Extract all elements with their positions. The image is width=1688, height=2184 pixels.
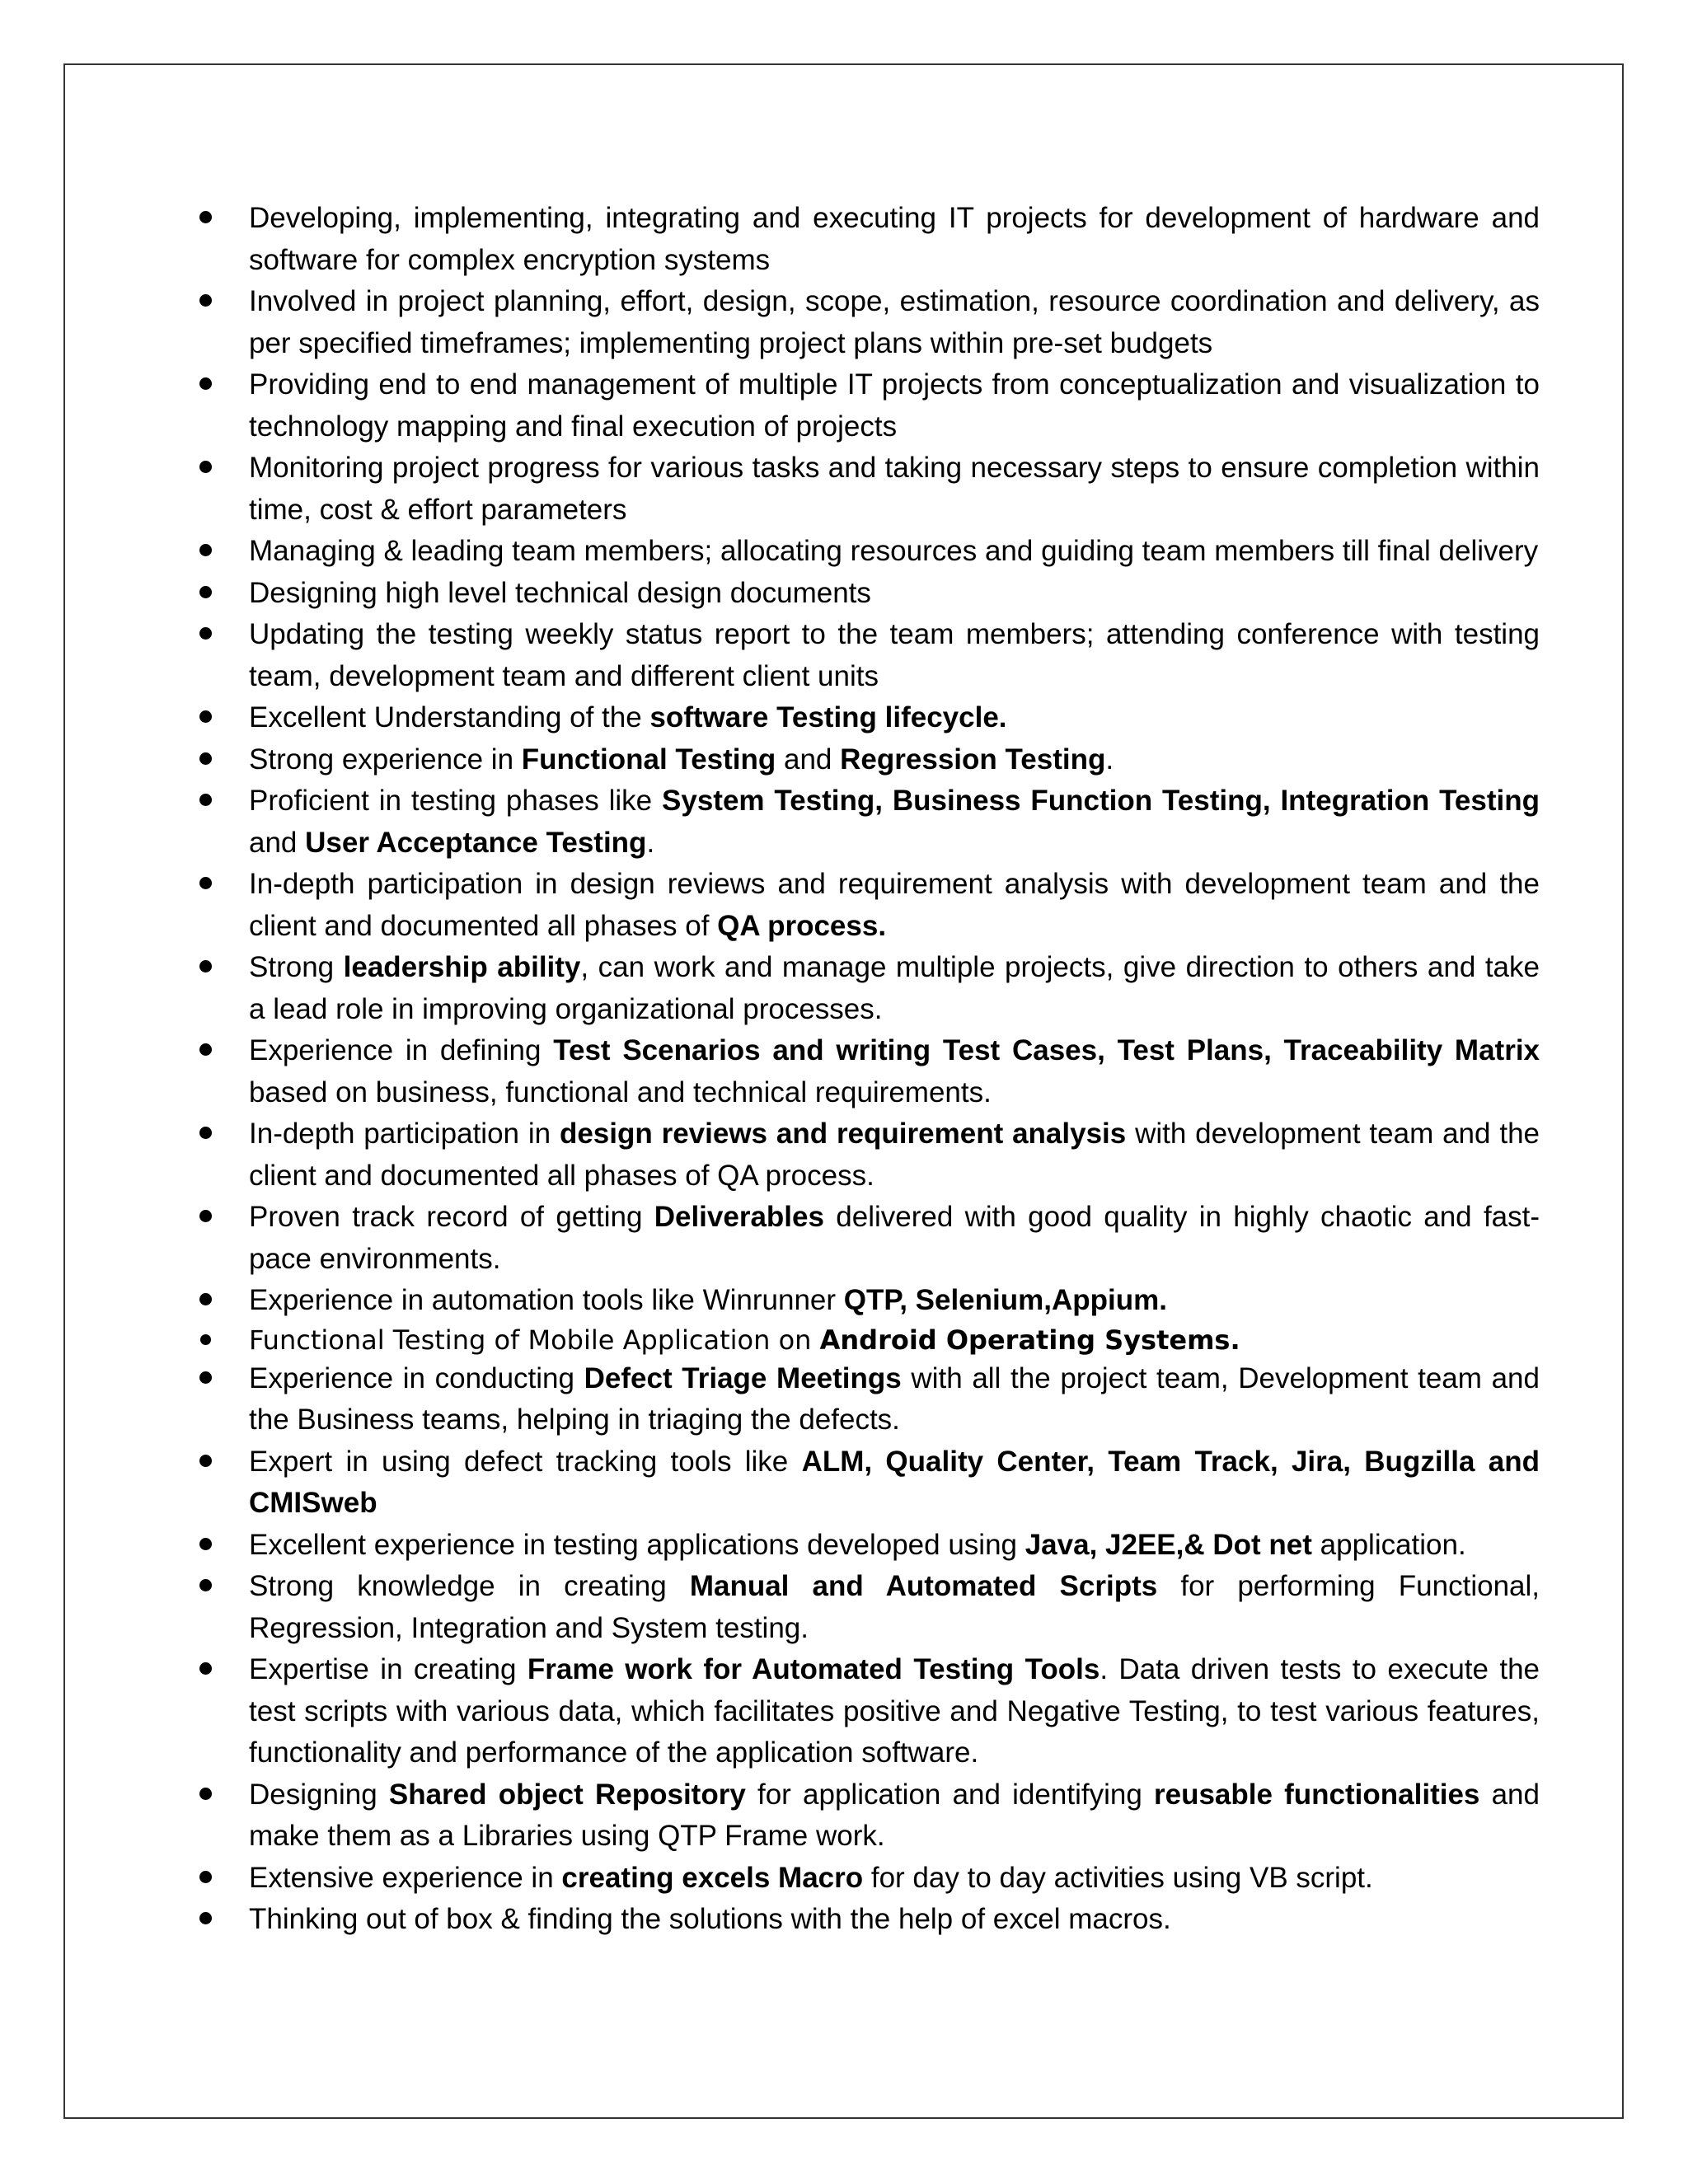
bullet-text: Expert in using defect tracking tools like (249, 1445, 802, 1478)
bullet-text: Strong experience in (249, 743, 522, 776)
bullet-dot-icon (199, 1455, 212, 1467)
bullet-text: . Data driven tests to execute the test scripts with various data, which facilitates positive and Negative Testing, to test various features, functionality and performance of the application software. (249, 1653, 1540, 1769)
bullet-item (198, 614, 1540, 697)
bold-text: ALM, Quality Center, Team Track, Jira, Bugzilla and CMISweb (249, 1445, 1540, 1519)
bullet-dot-icon (199, 294, 212, 307)
bullet-item (198, 1525, 1540, 1567)
bullet-text: Strong (249, 951, 344, 983)
bold-text: User Acceptance Testing (305, 826, 647, 859)
bullet-text: delivered with good quality in highly chaotic and fast-pace environments. (249, 1201, 1540, 1275)
bullet-item (198, 739, 1540, 781)
bullet-list (198, 198, 1540, 1941)
bullet-dot-icon (199, 1127, 212, 1139)
bullet-text: Excellent experience in testing applications developed using (249, 1528, 1025, 1561)
bullet-item (198, 947, 1540, 1030)
bullet-dot-icon (199, 1293, 212, 1305)
bullet-item (198, 1322, 1540, 1358)
bold-text: Regression Testing (840, 743, 1106, 776)
bullet-item (198, 1280, 1540, 1322)
bold-text: QTP, Selenium,Appium. (843, 1284, 1167, 1316)
bullet-text: Involved in project planning, effort, design, scope, estimation, resource coordination and delivery, as per specified timeframes; implementing project plans within pre-set budgets (249, 285, 1540, 359)
bullet-item (198, 531, 1540, 573)
bullet-text: Excellent Understanding of the (249, 701, 650, 733)
bullet-text: Proficient in testing phases like (249, 785, 663, 817)
bullet-item (198, 697, 1540, 739)
bullet-dot-icon (199, 794, 212, 806)
bullet-text: Extensive experience in (249, 1861, 562, 1894)
bullet-text: Strong knowledge in creating (249, 1570, 690, 1602)
bullet-item (198, 1858, 1540, 1900)
bullet-text: Managing & leading team members; allocating resources and guiding team members till final delivery (249, 535, 1539, 567)
bullet-item (198, 1774, 1540, 1858)
bullet-item (198, 198, 1540, 281)
bold-text: reusable functionalities (1153, 1778, 1480, 1811)
bullet-text: with all the project team, Development team and the Business teams, helping in triaging the defects. (249, 1361, 1540, 1436)
bullet-item (198, 573, 1540, 615)
bullet-dot-icon (199, 752, 212, 765)
bullet-text: Developing, implementing, integrating and executing IT projects for development of hardware and software for complex encryption systems (249, 202, 1540, 276)
bullet-dot-icon (199, 1538, 212, 1550)
bold-text: Defect Triage Meetings (584, 1361, 902, 1394)
bullet-item (198, 281, 1540, 364)
bold-text: QA process. (717, 909, 887, 942)
bold-text: software Testing lifecycle. (649, 701, 1007, 733)
bullet-dot-icon (199, 377, 212, 390)
bold-text: Android Operating Systems. (819, 1324, 1240, 1356)
bullet-dot-icon (199, 1662, 212, 1675)
bullet-item (198, 1113, 1540, 1197)
bullet-dot-icon (199, 877, 212, 889)
bullet-dot-icon (199, 1871, 212, 1883)
bullet-item (198, 1899, 1540, 1941)
bullet-item (198, 1566, 1540, 1649)
bullet-text: for application and identifying (745, 1778, 1154, 1811)
bullet-text: In-depth participation in (249, 1118, 560, 1150)
bullet-item (198, 1358, 1540, 1441)
bold-text: design reviews and requirement analysis (559, 1118, 1127, 1150)
bullet-text: , can work and manage multiple projects, give direction to others and take a lead role in improving organizational processes. (249, 951, 1540, 1025)
bullet-text: In-depth participation in design reviews and requirement analysis with development team and the client and documented all phases of (249, 868, 1540, 942)
bullet-dot-icon (199, 710, 212, 723)
bullet-dot-icon (200, 1334, 211, 1345)
bullet-item (198, 1030, 1540, 1113)
bullet-dot-icon (199, 1788, 212, 1800)
bullet-dot-icon (199, 1210, 212, 1222)
bullet-dot-icon (199, 1912, 212, 1924)
bullet-text: Monitoring project progress for various tasks and taking necessary steps to ensure completion within time, cost & effort parameters (249, 452, 1540, 526)
bullet-text: for performing Functional, Regression, Integration and System testing. (249, 1570, 1540, 1644)
bullet-dot-icon (199, 1579, 212, 1591)
bullet-text: based on business, functional and technical requirements. (249, 1076, 992, 1108)
bullet-item (198, 364, 1540, 448)
bold-text: Manual and Automated Scripts (689, 1570, 1158, 1602)
bullet-text: Experience in automation tools like Winrunner (249, 1284, 844, 1316)
bullet-text: Providing end to end management of multiple IT projects from conceptualization and visualization to technology mapping and final execution of projects (249, 368, 1540, 443)
bullet-item (198, 864, 1540, 947)
bullet-text: . (646, 826, 655, 859)
bullet-text: and (249, 826, 306, 859)
bullet-dot-icon (199, 960, 212, 972)
bold-text: Frame work for Automated Testing Tools (527, 1653, 1100, 1685)
bullet-text: Experience in defining (249, 1034, 554, 1066)
bold-text: Java, J2EE,& Dot net (1025, 1528, 1312, 1561)
bullet-text: and make them as a Libraries using QTP Frame work. (249, 1778, 1540, 1852)
bold-text: Functional Testing (521, 743, 776, 776)
bullet-item (198, 1197, 1540, 1280)
bullet-text: Designing high level technical design documents (249, 576, 871, 609)
bullet-item (198, 448, 1540, 531)
bullet-item (198, 780, 1540, 864)
bold-text: Shared object Repository (388, 1778, 746, 1811)
bullet-text: Updating the testing weekly status report to the team members; attending conference with testing team, development team and different client units (249, 618, 1540, 692)
bullet-text: . (1105, 743, 1114, 776)
bold-text: creating excels Macro (561, 1861, 864, 1894)
bullet-dot-icon (199, 461, 212, 473)
bullet-text: and (776, 743, 841, 776)
bullet-dot-icon (199, 1043, 212, 1056)
bold-text: Test Scenarios and writing Test Cases, Test Plans, Traceability Matrix (553, 1034, 1540, 1066)
bullet-text: Experience in conducting (249, 1361, 584, 1394)
bullet-item (198, 1441, 1540, 1525)
bullet-dot-icon (199, 211, 212, 223)
bold-text: Deliverables (654, 1201, 824, 1233)
bullet-dot-icon (199, 586, 212, 598)
bold-text: leadership ability (343, 951, 581, 983)
bullet-text: with development team and the client and documented all phases of QA process. (249, 1118, 1540, 1192)
bullet-text: Designing (249, 1778, 389, 1811)
bullet-dot-icon (199, 627, 212, 640)
bold-text: System Testing, Business Function Testing, Integration Testing (662, 785, 1540, 817)
bullet-text: Thinking out of box & finding the solutions with the help of excel macros. (249, 1903, 1171, 1935)
bullet-dot-icon (199, 544, 212, 556)
bullet-text: Proven track record of getting (249, 1201, 654, 1233)
bullet-text: for day to day activities using VB script. (863, 1861, 1373, 1894)
bullet-text: Functional Testing of Mobile Application on (249, 1324, 820, 1356)
bullet-item (198, 1649, 1540, 1774)
bullet-text: application. (1311, 1528, 1466, 1561)
bullet-dot-icon (199, 1371, 212, 1384)
bullet-text: Expertise in creating (249, 1653, 528, 1685)
